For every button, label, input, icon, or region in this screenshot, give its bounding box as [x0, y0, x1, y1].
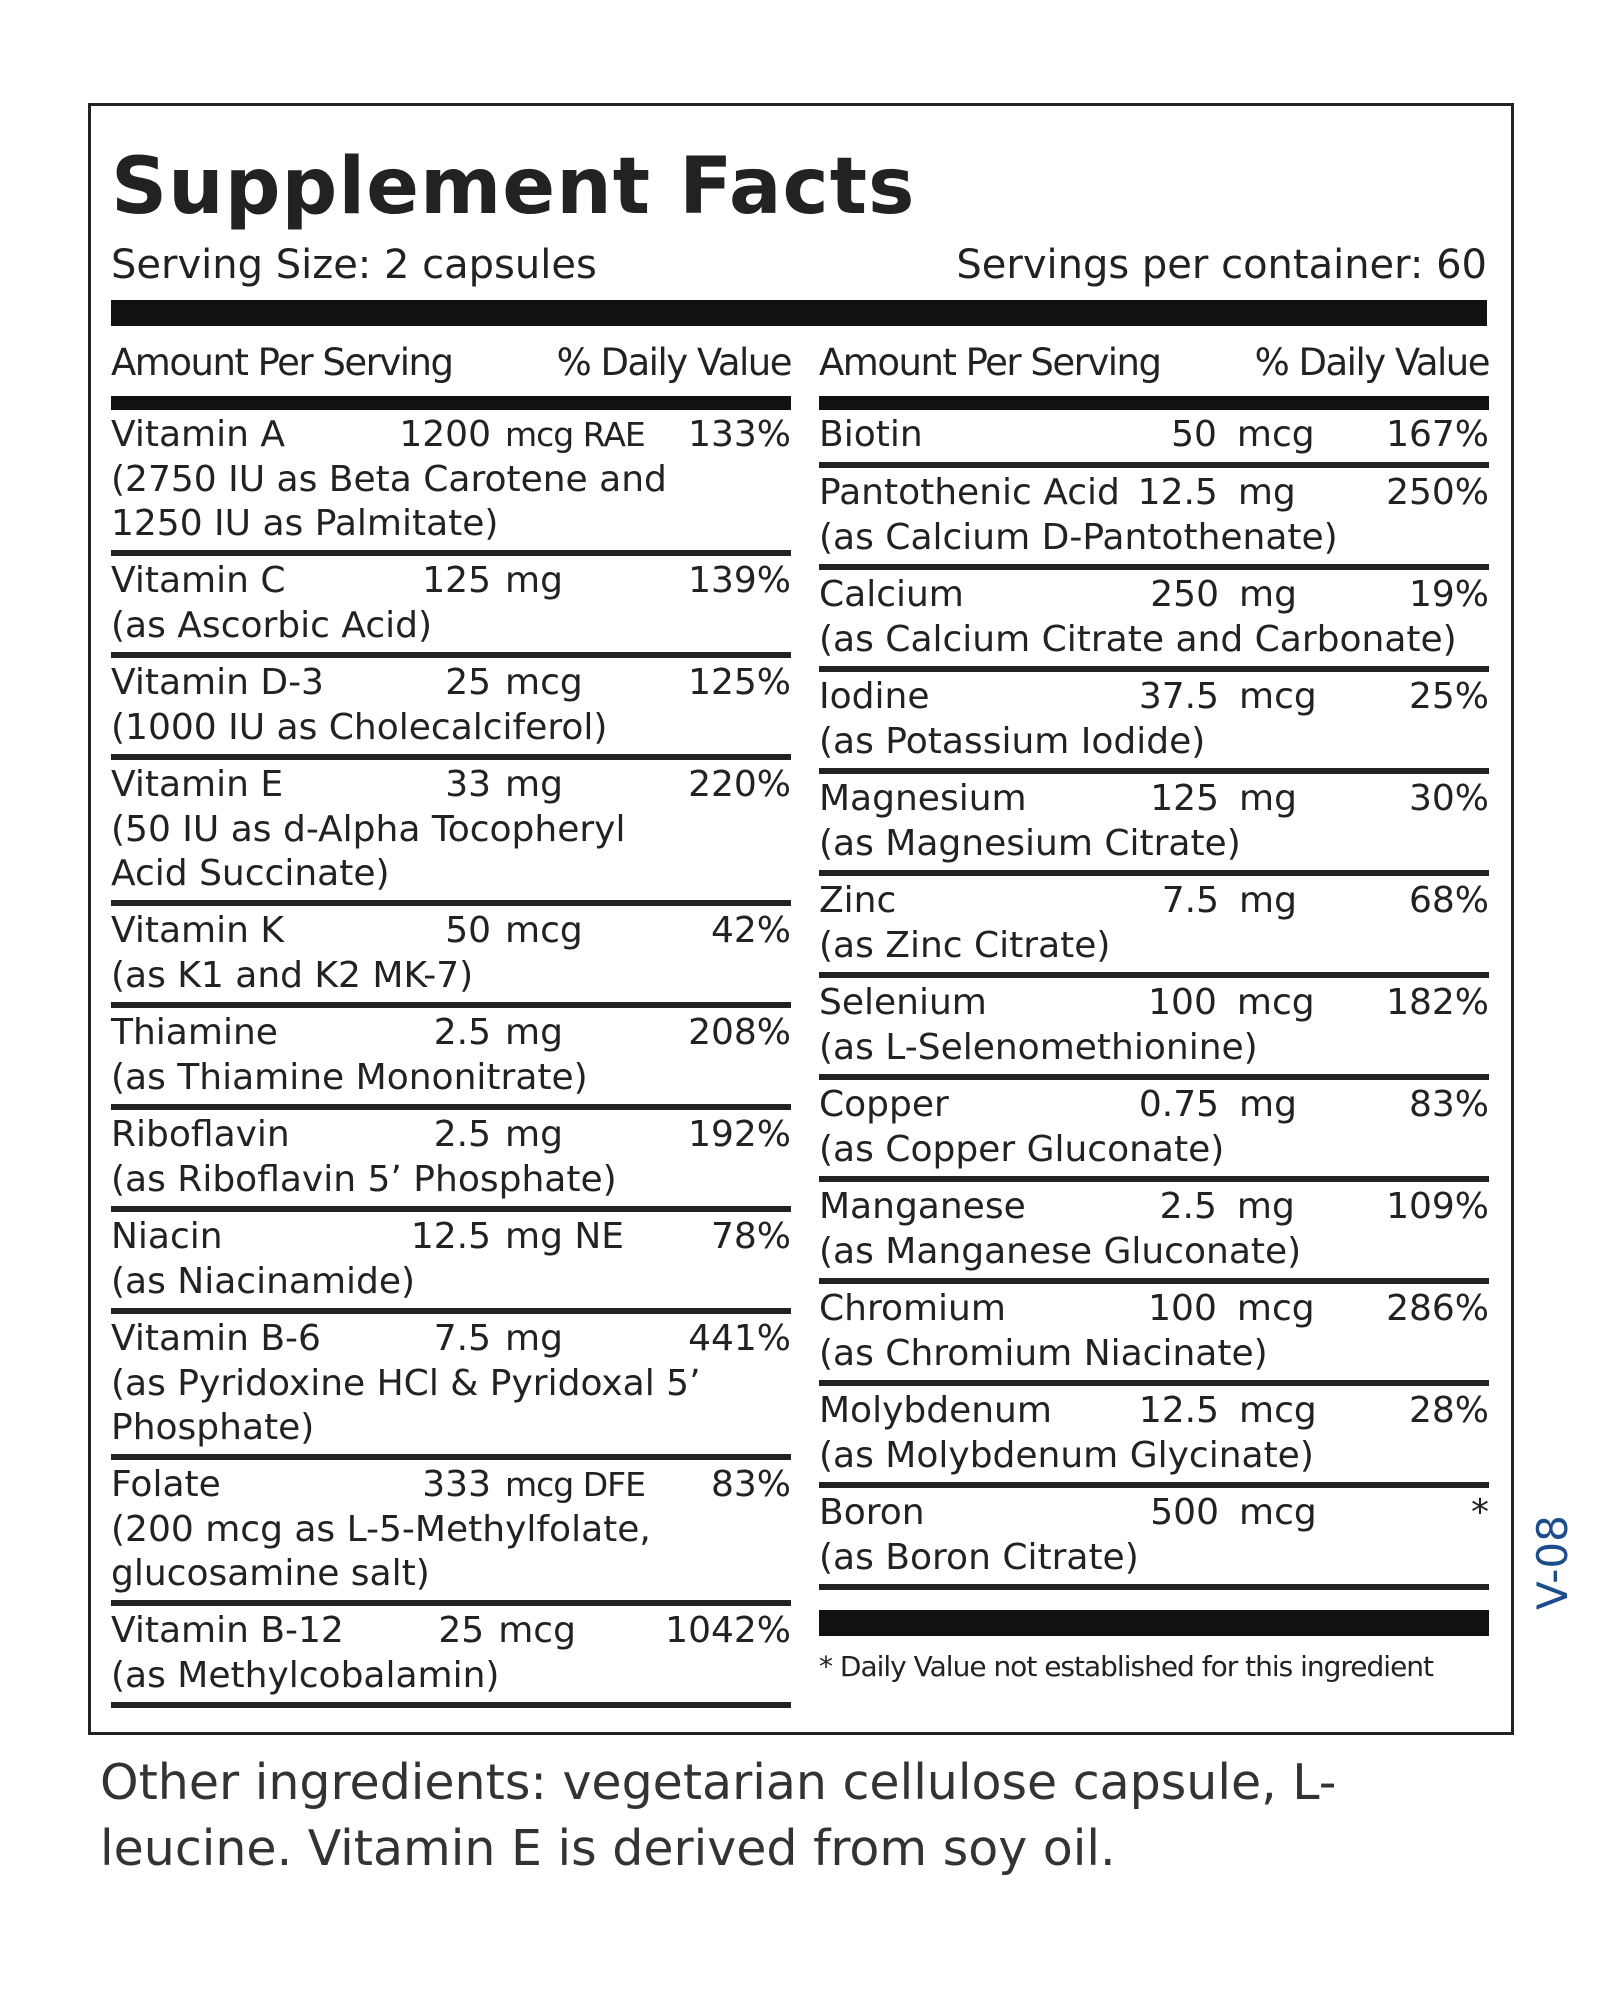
nutrient-unit: mg: [505, 560, 563, 601]
nutrient-name: Boron: [819, 1492, 925, 1533]
nutrient-source: (50 IU as d-Alpha Tocopheryl: [111, 809, 626, 850]
nutrient-amount: 7.5: [433, 1318, 491, 1359]
nutrient-name: Zinc: [819, 880, 897, 921]
daily-value-header: % Daily Value: [556, 340, 791, 384]
left-nutrient-column: [111, 328, 791, 1708]
nutrient-name: Molybdenum: [819, 1390, 1052, 1431]
nutrient-source: (as Chromium Niacinate): [819, 1333, 1268, 1374]
nutrient-amount: 2.5: [1159, 1186, 1217, 1227]
nutrient-daily-value: 1042%: [665, 1610, 791, 1651]
nutrient-unit: mg: [1239, 1084, 1297, 1125]
nutrient-daily-value: 78%: [710, 1216, 791, 1257]
nutrient-name: Vitamin D-3: [111, 662, 324, 703]
nutrient-unit: mcg: [505, 910, 583, 951]
nutrient-daily-value: 83%: [1408, 1084, 1489, 1125]
nutrient-source: (as Molybdenum Glycinate): [819, 1435, 1314, 1476]
nutrient-source: (as Manganese Gluconate): [819, 1231, 1302, 1272]
nutrient-daily-value: 83%: [710, 1464, 791, 1505]
nutrient-source: (2750 IU as Beta Carotene and: [111, 459, 667, 500]
nutrient-amount: 125: [1150, 778, 1219, 819]
nutrient-source: (200 mcg as L-5-Methylfolate,: [111, 1509, 651, 1550]
nutrient-source: (as Niacinamide): [111, 1261, 416, 1302]
nutrient-main-line: [111, 1610, 791, 1654]
serving-size: Serving Size: 2 capsules: [111, 242, 597, 288]
nutrient-daily-value: 30%: [1408, 778, 1489, 819]
nutrient-amount: 12.5: [1138, 1390, 1219, 1431]
nutrient-unit: mg: [505, 1012, 563, 1053]
nutrient-main-line: [819, 1390, 1489, 1434]
nutrient-amount: 25: [445, 662, 491, 703]
nutrient-name: Folate: [111, 1464, 221, 1505]
nutrient-daily-value: 125%: [688, 662, 791, 703]
right-nutrient-column: [819, 328, 1489, 1683]
nutrient-source: (as Thiamine Mononitrate): [111, 1057, 588, 1098]
nutrient-main-line: [111, 560, 791, 604]
nutrient-daily-value: 133%: [688, 414, 791, 455]
nutrient-daily-value: 25%: [1408, 676, 1489, 717]
nutrient-source: 1250 IU as Palmitate): [111, 503, 499, 544]
nutrient-main-line: [819, 1492, 1489, 1536]
nutrient-source: (as Copper Gluconate): [819, 1129, 1225, 1170]
nutrient-name: Selenium: [819, 982, 987, 1023]
nutrient-unit: mg: [1239, 880, 1297, 921]
bottom-divider: [819, 1610, 1489, 1636]
nutrient-name: Vitamin B-6: [111, 1318, 321, 1359]
nutrient-name: Vitamin K: [111, 910, 284, 951]
nutrient-row: [111, 906, 791, 1008]
nutrient-daily-value: 286%: [1386, 1288, 1489, 1329]
nutrient-row: [819, 1284, 1489, 1386]
nutrient-name: Riboflavin: [111, 1114, 290, 1155]
label-title: Supplement Facts: [111, 142, 916, 232]
nutrient-main-line: [819, 982, 1489, 1026]
nutrient-unit: mg NE: [505, 1216, 625, 1257]
nutrient-amount: 250: [1150, 574, 1219, 615]
nutrient-amount: 33: [445, 764, 491, 805]
nutrient-amount: 100: [1148, 982, 1217, 1023]
nutrient-main-line: [819, 1084, 1489, 1128]
nutrient-daily-value: 182%: [1386, 982, 1489, 1023]
nutrient-daily-value: 28%: [1408, 1390, 1489, 1431]
nutrient-amount: 0.75: [1138, 1084, 1219, 1125]
nutrient-row: [111, 1460, 791, 1606]
nutrient-daily-value: 208%: [688, 1012, 791, 1053]
nutrient-source: Phosphate): [111, 1407, 315, 1448]
nutrient-unit: mcg RAE: [505, 415, 645, 454]
nutrient-amount: 500: [1150, 1492, 1219, 1533]
nutrient-main-line: [111, 1114, 791, 1158]
amount-header: Amount Per Serving: [819, 340, 1161, 384]
left-column-header: [111, 328, 791, 410]
nutrient-daily-value: 109%: [1386, 1186, 1489, 1227]
nutrient-row: [819, 1182, 1489, 1284]
top-divider: [111, 300, 1487, 326]
nutrient-amount: 100: [1148, 1288, 1217, 1329]
nutrient-unit: mg: [505, 1318, 563, 1359]
nutrient-unit: mcg: [498, 1610, 576, 1651]
nutrient-row: [111, 658, 791, 760]
nutrient-main-line: [111, 1318, 791, 1362]
nutrient-main-line: [111, 910, 791, 954]
nutrient-daily-value: 220%: [688, 764, 791, 805]
nutrient-unit: mcg: [1239, 1492, 1317, 1533]
nutrient-main-line: [111, 662, 791, 706]
nutrient-main-line: [819, 472, 1489, 516]
nutrient-row: [111, 1008, 791, 1110]
nutrient-source: Acid Succinate): [111, 853, 390, 894]
nutrient-source: (as K1 and K2 MK-7): [111, 955, 474, 996]
nutrient-name: Calcium: [819, 574, 964, 615]
nutrient-row: [111, 1212, 791, 1314]
nutrient-amount: 25: [438, 1610, 485, 1651]
nutrient-main-line: [111, 1216, 791, 1260]
nutrient-unit: mcg: [1236, 1288, 1315, 1329]
nutrient-source: (as Riboflavin 5’ Phosphate): [111, 1159, 617, 1200]
nutrient-source: (as Ascorbic Acid): [111, 605, 433, 646]
nutrient-source: (as Methylcobalamin): [111, 1655, 500, 1696]
nutrient-main-line: [819, 574, 1489, 618]
nutrient-source: (as L-Selenomethionine): [819, 1027, 1258, 1068]
nutrient-source: (as Magnesium Citrate): [819, 823, 1241, 864]
nutrient-unit: mcg: [1236, 982, 1315, 1023]
nutrient-amount: 2.5: [433, 1114, 491, 1155]
nutrient-amount: 7.5: [1161, 880, 1219, 921]
daily-value-header: % Daily Value: [1254, 340, 1489, 384]
nutrient-amount: 50: [445, 910, 491, 951]
nutrient-daily-value: 68%: [1408, 880, 1489, 921]
nutrient-name: Chromium: [819, 1288, 1006, 1329]
nutrient-name: Copper: [819, 1084, 949, 1125]
nutrient-name: Pantothenic Acid: [819, 472, 1120, 513]
right-nutrient-list: [819, 410, 1489, 1590]
nutrient-row: [819, 774, 1489, 876]
nutrient-name: Vitamin B-12: [111, 1610, 344, 1651]
nutrient-row: [111, 1110, 791, 1212]
version-code: V-08: [1528, 1515, 1577, 1610]
nutrient-main-line: [111, 414, 791, 458]
nutrient-unit: mg: [1236, 1186, 1295, 1227]
nutrient-name: Iodine: [819, 676, 930, 717]
nutrient-row: [819, 410, 1489, 468]
nutrient-row: [819, 1386, 1489, 1488]
nutrient-daily-value: 139%: [688, 560, 791, 601]
nutrient-main-line: [819, 414, 1489, 458]
nutrient-amount: 12.5: [410, 1216, 491, 1257]
nutrient-amount: 50: [1171, 414, 1217, 455]
nutrient-main-line: [111, 1012, 791, 1056]
nutrient-main-line: [111, 764, 791, 808]
nutrient-row: [819, 570, 1489, 672]
nutrient-source: glucosamine salt): [111, 1553, 430, 1594]
nutrient-amount: 1200: [399, 414, 491, 455]
footnote: * Daily Value not established for this ingredient: [819, 1650, 1434, 1683]
nutrient-daily-value: 250%: [1386, 472, 1489, 513]
nutrient-main-line: [819, 1288, 1489, 1332]
amount-header: Amount Per Serving: [111, 340, 453, 384]
supplement-facts-panel: [88, 103, 1514, 1735]
nutrient-daily-value: 42%: [710, 910, 791, 951]
right-column-header: [819, 328, 1489, 410]
nutrient-name: Magnesium: [819, 778, 1027, 819]
servings-per-container: Servings per container: 60: [956, 242, 1487, 288]
nutrient-main-line: [819, 1186, 1489, 1230]
nutrient-row: [111, 1606, 791, 1708]
nutrient-unit: mg: [1237, 472, 1296, 513]
nutrient-daily-value: 192%: [688, 1114, 791, 1155]
nutrient-daily-value: *: [1471, 1492, 1489, 1533]
nutrient-amount: 333: [422, 1464, 491, 1505]
nutrient-name: Vitamin E: [111, 764, 284, 805]
nutrient-row: [819, 1080, 1489, 1182]
nutrient-amount: 12.5: [1137, 472, 1218, 513]
nutrient-name: Niacin: [111, 1216, 223, 1257]
nutrient-amount: 2.5: [433, 1012, 491, 1053]
nutrient-unit: mg: [1239, 574, 1297, 615]
nutrient-daily-value: 441%: [688, 1318, 791, 1359]
nutrient-main-line: [819, 676, 1489, 720]
nutrient-row: [819, 468, 1489, 570]
nutrient-source: (as Potassium Iodide): [819, 721, 1206, 762]
nutrient-unit: mcg: [1236, 414, 1315, 455]
nutrient-unit: mcg: [505, 662, 583, 703]
nutrient-name: Vitamin C: [111, 560, 286, 601]
nutrient-source: (as Zinc Citrate): [819, 925, 1111, 966]
nutrient-amount: 125: [422, 560, 491, 601]
nutrient-row: [819, 672, 1489, 774]
nutrient-name: Biotin: [819, 414, 923, 455]
nutrient-source: (as Pyridoxine HCl & Pyridoxal 5’: [111, 1363, 701, 1404]
nutrient-source: (as Boron Citrate): [819, 1537, 1139, 1578]
nutrient-source: (as Calcium Citrate and Carbonate): [819, 619, 1457, 660]
nutrient-row: [111, 760, 791, 906]
nutrient-row: [111, 410, 791, 556]
nutrient-unit: mcg DFE: [505, 1465, 645, 1504]
nutrient-main-line: [819, 880, 1489, 924]
nutrient-source: (as Calcium D-Pantothenate): [819, 517, 1338, 558]
left-nutrient-list: [111, 410, 791, 1708]
nutrient-unit: mcg: [1239, 676, 1317, 717]
other-ingredients: Other ingredients: vegetarian cellulose capsule, L-leucine. Vitamin E is derived from soy oil.: [100, 1754, 1337, 1877]
nutrient-row: [111, 556, 791, 658]
nutrient-row: [819, 978, 1489, 1080]
nutrient-unit: mcg: [1239, 1390, 1317, 1431]
nutrient-main-line: [819, 778, 1489, 822]
nutrient-row: [819, 876, 1489, 978]
nutrient-source: (1000 IU as Cholecalciferol): [111, 707, 608, 748]
nutrient-unit: mg: [505, 1114, 563, 1155]
nutrient-amount: 37.5: [1138, 676, 1219, 717]
nutrient-unit: mg: [505, 764, 563, 805]
nutrient-name: Vitamin A: [111, 414, 285, 455]
nutrient-daily-value: 167%: [1386, 414, 1489, 455]
nutrient-main-line: [111, 1464, 791, 1508]
nutrient-unit: mg: [1239, 778, 1297, 819]
nutrient-row: [819, 1488, 1489, 1590]
nutrient-daily-value: 19%: [1408, 574, 1489, 615]
nutrient-name: Thiamine: [111, 1012, 278, 1053]
nutrient-name: Manganese: [819, 1186, 1026, 1227]
nutrient-row: [111, 1314, 791, 1460]
